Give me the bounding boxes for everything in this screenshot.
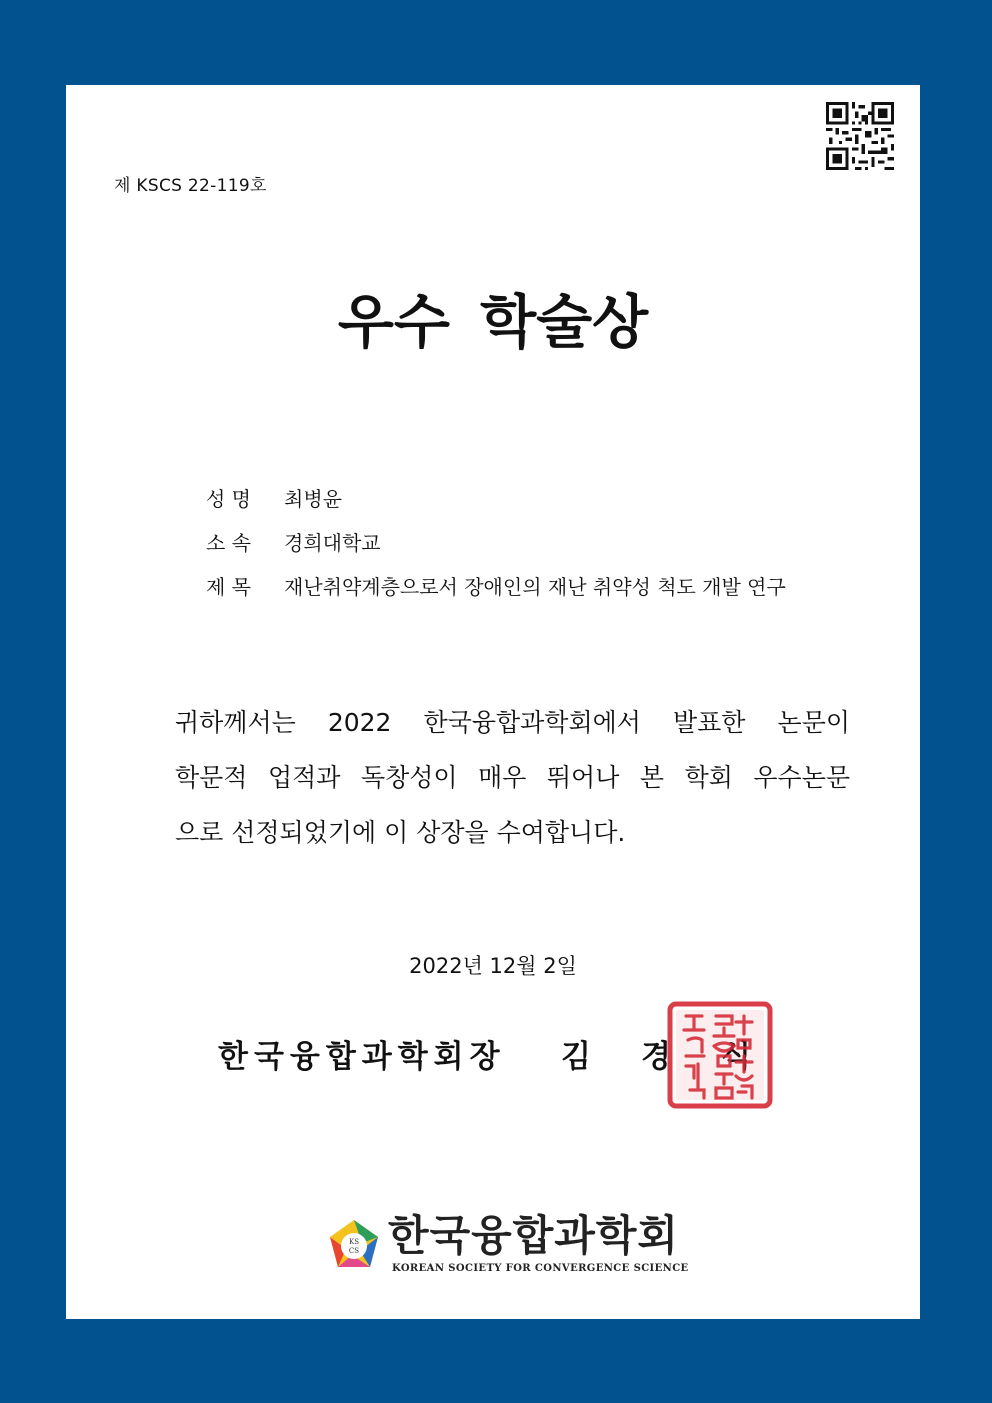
qr-code[interactable] [826, 102, 894, 170]
society-logo [326, 1203, 689, 1274]
recipient-affiliation: 경희대학교 [284, 531, 381, 555]
paper-title: 재난취약계층으로서 장애인의 재난 취약성 척도 개발 연구 [284, 575, 786, 599]
award-date: 2022년 12월 2일 [409, 954, 577, 978]
society-name: 한국융합과학회 [388, 1211, 680, 1260]
certificate-sheet [66, 85, 920, 1319]
info-row-paper-title [206, 571, 786, 615]
official-seal-stamp [666, 1000, 774, 1110]
president-title: 한국융합과학회장 [218, 1039, 506, 1075]
recipient-name: 최병윤 [284, 487, 342, 511]
info-row-name [206, 483, 786, 527]
statement-line: 귀하께서는 2022 한국융합과학회에서 발표한 논문이 [175, 708, 850, 737]
recipient-info [206, 483, 786, 615]
info-label: 소 속 [206, 531, 251, 555]
statement-line: 학문적 업적과 독창성이 매우 뛰어나 본 학회 우수논문 [175, 763, 850, 792]
svg-text:CS: CS [348, 1247, 360, 1255]
info-row-affiliation [206, 527, 786, 571]
certificate-title: 우수 학술상 [337, 288, 649, 356]
society-english-name: KOREAN SOCIETY FOR CONVERGENCE SCIENCE [392, 1263, 689, 1274]
award-statement [175, 695, 850, 860]
info-label: 제 목 [206, 575, 251, 599]
president-name-char: 경 [641, 1039, 671, 1075]
svg-text:KS: KS [348, 1238, 360, 1246]
info-label: 성 명 [206, 487, 251, 511]
kscs-emblem-icon [326, 1217, 382, 1273]
president-name-char: 김 [561, 1039, 591, 1075]
statement-line: 으로 선정되었기에 이 상장을 수여합니다. [175, 818, 626, 847]
president-name-char: 식 [721, 1039, 751, 1075]
certificate-number: 제 KSCS 22-119호 [114, 176, 267, 196]
president-signature-line [218, 1031, 751, 1076]
